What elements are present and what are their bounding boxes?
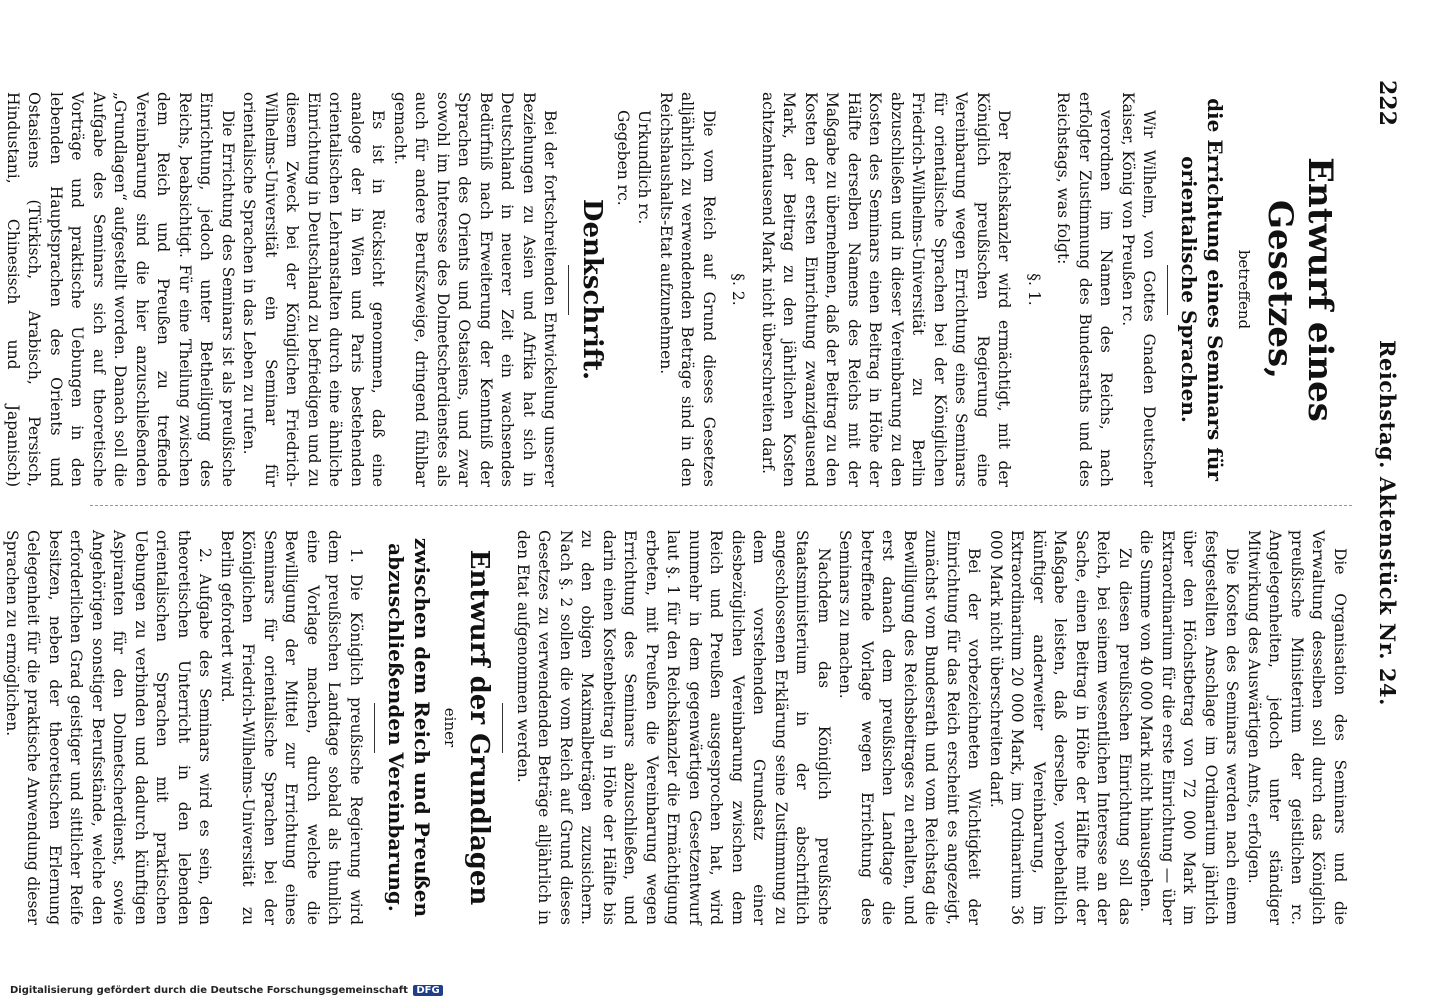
memo-paragraph: Bei der fortschreitenden Entwickelung unserer Beziehungen zu Asien und Afrika hat sich in Deutschland in neuerer Zeit ein wachsendes Bedürfniß nach Erweiterung der Kenntniß der Sprachen des Orients und Ostasiens, und zwar sowohl im Interesse des Dolmetscherdienstes als auch für andere Berufszweige, dringend fühlbar gemacht. [391,92,560,487]
law-intro: Wir Wilhelm, von Gottes Gnaden Deutscher Kaiser, König von Preußen rc. [1119,92,1159,487]
rule [374,703,375,753]
rule [503,703,504,753]
section-2-text: Die vom Reich auf Grund dieses Gesetzes alljährlich zu verwendenden Beträge sind in den Reichshaushalts-Etat aufzunehmen. [657,92,718,487]
law-intro-2: verordnen im Namen des Reichs, nach erfolgter Zustimmung des Bundesraths und des Reichstags, was folgt: [1054,92,1116,487]
section-1-heading: §. 1. [1025,273,1043,306]
rule [569,265,570,315]
body-paragraph: Nachdem das Königlich preußische Staatsministerium in der abschriftlich angeschlossenen Erklärung seine Zustimmung zu dem vorstehenden Grundsatz einer diesbezüglichen Vereinbarung zwischen dem Reich und Preußen ausgesprochen hat, wird nunmehr in dem gegenwärtigen Gesetzentwurf laut §. 1 für den Reichskanzler die Ermächtigung erbeten, mit Preußen die Vereinbarung wegen Errichtung des Seminars abzuschließen, und darin einen Kostenbeitrag in Höhe der Hälfte bis zu den obigen Maximalbeträgen zuzusichern. Nach §. 2 sollen die vom Reich auf Grund dieses Gesetzes zu verwendenden Beträge alljährlich in den Etat aufgenommen werden. [514,530,833,925]
body-paragraph: Die Kosten des Seminars werden nach einem festgestellten Anschlage im Ordinarium jährlich über den Höchstbetrag von 72 000 Mark im Extraordinarium für die erste Einrichtung — über die Summe von 40 000 Mark nicht hinausgehen. [1137,530,1242,925]
running-title: Reichstag. Aktenstück Nr. 24. [1375,340,1400,706]
page-number: 222 [1374,80,1400,126]
right-column [0,530,1350,925]
grundlagen-einer: einer [441,707,460,748]
dfg-logo: DFG [413,985,442,996]
closing-2: Gegeben rc. [614,110,632,206]
credit-text: Digitalisierung gefördert durch die Deutsche Forschungsgemeinschaft [10,985,408,996]
page-header [1370,80,1400,930]
memo-paragraph: Die Errichtung des Seminars ist als preußische Einrichtung, jedoch unter Betheiligung des Reichs, beabsichtigt. Für eine Theilung zwischen dem Reich und Preußen zu treffende Vereinbarung sind die hier anzuschließenden „Grundlagen“ aufgestellt worden. Danach soll die Aufgabe des Seminars sich auf theoretische Vorträge und praktische Uebungen in den lebenden Hauptsprachen des Orients und Ostasiens (Türkisch, Arabisch, Persisch, Hindustani, Chinesisch und Japanisch) [4,92,237,487]
law-subtitle: die Errichtung eines Seminars für orientalische Sprachen. [1177,98,1228,481]
body-paragraph: Die Organisation des Seminars und die Verwaltung desselben soll durch das Königlich preußische Ministerium der geistlichen rc. Angelegenheiten, jedoch unter ständiger Mitwirkung des Auswärtigen Amts, erfolgen. [1245,530,1349,925]
closing-1: Urkundlich rc. [635,110,654,225]
rule [1168,265,1169,315]
left-column [0,92,1350,487]
grundlagen-item: 1. Die Königlich preußische Regierung wird dem preußischen Landtage sobald als thunlich eine Vorlage machen, durch welche die Bewilligung der Mittel zur Errichtung eines Seminars für orientalische Sprachen bei der Königlichen Friedrich-Wilhelms-Universität zu Berlin gefordert wird. [218,530,365,925]
grundlagen-item: 2. Aufgabe des Seminars wird es sein, den theoretischen Unterricht in den lebenden orientalischen Sprachen mit praktischen Uebungen zu verbinden und dadurch künftigen Aspiranten für den Dolmetscherdienst, sowie Angehörigen sonstiger Berufsstände, welche den erforderlichen Grad geistiger und sittlicher Reife besitzen, neben der theoretischen Erlernung Gelegenheit für die praktische Anwendung dieser Sprachen zu ermöglichen. [3,530,215,925]
body-paragraph: Bei der vorbezeichneten Wichtigkeit der Einrichtung für das Reich erscheint es angezeigt, zunächst vom Bundesrath und vom Reichstag die Bewilligung des Reichsbeitrages zu erhalten, und erst danach dem preußischen Landtage die betreffende Vorlage wegen Errichtung des Seminars zu machen. [836,530,984,925]
section-1-text: Der Reichskanzler wird ermächtigt, mit der Königlich preußischen Regierung eine Vereinbarung wegen Errichtung eines Seminars für orientalische Sprachen bei der Königlichen Friedrich-Wilhelms-Universität zu Berlin abzuschließen und in dieser Vereinbarung zu den Kosten des Seminars einen Beitrag in Höhe der Hälfte derselben Namens des Reichs mit der Maßgabe zu übernehmen, daß der Beitrag zu den Kosten der ersten Einrichtung zwanzigtausend Mark, der Beitrag zu den jährlichen Kosten achtzehntausend Mark nicht überschreiten darf. [759,92,1014,487]
memo-paragraph: Es ist in Rücksicht genommen, daß eine analoge der in Wien und Paris bestehenden orientalischen Lehranstalten durch eine ähnliche Einrichtung in Deutschland zu befriedigen und zu diesem Zweck bei der Königlichen Friedrich-Wilhelms-Universität ein Seminar für orientalische Sprachen in das Leben zu rufen. [240,92,388,487]
digitization-credit [10,985,443,996]
body-paragraph: Zu diesen preußischen Einrichtung soll das Reich, bei seinem wesentlichen Interesse an der Sache, einen Beitrag in Höhe der Hälfte mit der Maßgabe leisten, daß derselbe, vorbehaltlich künftiger anderweiter Vereinbarung, im Extraordinarium 20 000 Mark, im Ordinarium 36 000 Mark nicht überschreiten darf. [987,530,1134,925]
grundlagen-title: Entwurf der Grundlagen [464,549,495,906]
section-2-heading: §. 2. [729,273,748,306]
memo-title: Denkschrift. [577,198,608,381]
law-title: Entwurf eines Gesetzes, [1260,157,1340,422]
column-divider [90,505,1352,506]
grundlagen-subtitle: zwischen dem Reich und Preußen abzuschließenden Vereinbarung. [384,537,434,918]
law-betreffend: betreffend [1235,249,1253,330]
